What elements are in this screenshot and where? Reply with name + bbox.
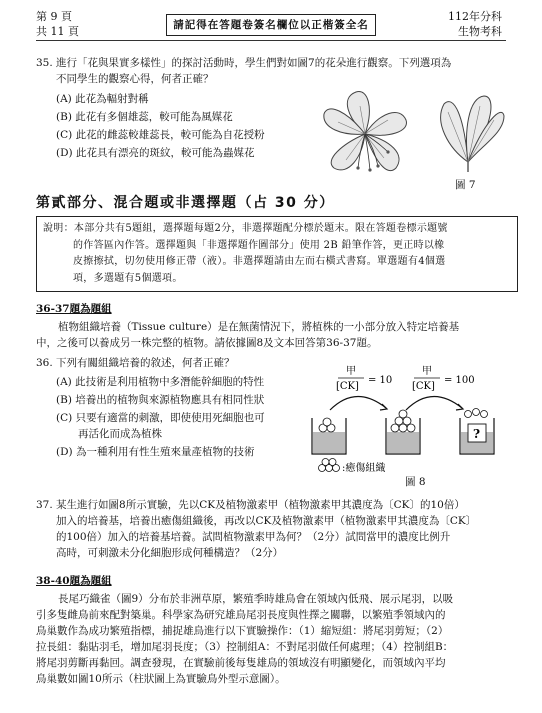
q36-option-d: (D) 為一種利用有性生殖來量產植物的技術 xyxy=(56,446,255,458)
group-38-40-title: 38-40題為題組 xyxy=(36,575,112,587)
fig8-question-mark: ? xyxy=(473,427,481,441)
q36-option-a: (A) 此技術是利用植物中多潛能幹細胞的特性 xyxy=(56,376,265,388)
instruction-line-3: 皮擦擦拭，切勿使用修正帶（液）。非選擇題請由左而右橫式書寫。單選題有4個選 xyxy=(73,256,446,267)
fig8-label2-top: 甲 xyxy=(422,366,432,377)
q35-option-b: (B) 此花有多個雄蕊，較可能為風媒花 xyxy=(56,111,233,123)
section-title: 第貳部分、混合題或非選擇題（占 30 分） xyxy=(36,195,335,211)
callus-beaker-2 xyxy=(391,410,415,432)
q36-option-c-cont: 再活化而成為植株 xyxy=(78,428,162,440)
fig8-arrow-1 xyxy=(330,396,386,410)
q35-stem-line2: 不同學生的觀察心得，何者正確？ xyxy=(56,73,214,85)
q36-option-b: (B) 培養出的植物與來源植物應具有相同性狀 xyxy=(56,394,265,406)
group-38-40-line-3: 鳥巢數作為成功繁殖指標，捕捉雄鳥進行以下實驗操作：（1）縮短組：將尾羽剪短；（2） xyxy=(36,625,449,637)
exam-subject: 生物考科 xyxy=(458,24,502,38)
total-pages: 共 11 頁 xyxy=(36,24,79,38)
q37-line-1: 37. 某生進行如圖8所示實驗，先以CK及植物激素甲（植物激素甲其濃度為〔CK〕的10倍） xyxy=(36,499,465,511)
group-38-40-line-5: 將尾羽剪斷再黏回。調查發現，在實驗前後每隻雄鳥的領域沒有明顯變化，而領域內平均 xyxy=(36,657,446,669)
q37-line-3: 的100倍）加入的培養基培養。試問植物激素甲為何？（2分）試問當甲的濃度比例升 xyxy=(56,531,451,543)
fig8-label1-top: 甲 xyxy=(346,366,356,377)
flower-side-image xyxy=(428,92,508,174)
page-number: 第 9 頁 xyxy=(36,10,72,23)
group-38-40-line-1: 長尾巧織雀（圖9）分布於非洲草原，繁殖季時雄鳥會在領域內低飛、展示尾羽，以吸 xyxy=(58,593,454,605)
group-38-40-line-4: 拉長組：黏貼羽毛，增加尾羽長度；（3）控制組A：不對尾羽做任何處理；（4）控制組B： xyxy=(36,641,454,653)
figure-8-caption: 圖 8 xyxy=(405,476,426,488)
q35-option-d: (D) 此花具有漂亮的斑紋，較可能為蟲媒花 xyxy=(56,147,255,159)
instructions-box xyxy=(36,216,518,292)
callus-beaker-1 xyxy=(319,418,335,432)
fig8-label1-ratio: [CK] xyxy=(336,381,359,392)
fig8-label2-value: = 100 xyxy=(444,375,475,386)
flower-front-image xyxy=(318,88,413,180)
q35-option-c: (C) 此花的雌蕊較雄蕊長，較可能為自花授粉 xyxy=(56,129,265,141)
header-divider xyxy=(36,40,506,41)
q37-line-2: 加入的培養基，培養出癒傷組織後，再改以CK及植物激素甲（植物激素甲其濃度為〔CK〕 xyxy=(56,515,477,527)
page-number-block xyxy=(36,10,79,40)
callus-legend-icon xyxy=(319,459,340,472)
q36-option-c: (C) 只要有適當的刺激，即使使用死細胞也可 xyxy=(56,412,265,424)
group-38-40-line-2: 引多隻雌鳥前來配對築巢。科學家為研究雄鳥尾羽長度與性擇之關聯，以繁殖季領域內的 xyxy=(36,609,446,621)
fig8-arrow-2 xyxy=(406,396,462,410)
q35-stem-line1: 35. 進行「花與果實多樣性」的探討活動時，學生們對如圖7的花朵進行觀察。下列選項為 xyxy=(36,57,452,69)
figure-8-diagram xyxy=(308,362,508,474)
q36-stem: 36. 下列有關組織培養的敘述，何者正確？ xyxy=(36,357,235,369)
instruction-line-2: 的作答區內作答。選擇題與「非選擇題作圖部分」使用 2B 鉛筆作答，更正時以橡 xyxy=(73,239,445,251)
group-36-37-title: 36-37題為題組 xyxy=(36,303,112,315)
group-36-37-intro-2: 中，之後可以養成另一株完整的植物。請依據圖8及文本回答第36-37題。 xyxy=(36,337,378,349)
group-38-40-line-6: 鳥巢數如圖10所示（柱狀圖上為實驗鳥外型示意圖）。 xyxy=(36,673,286,685)
fig8-label1-value: = 10 xyxy=(368,375,393,386)
instruction-line-4: 項，多選題有5個選項。 xyxy=(73,272,183,284)
instruction-line-1: 說明：本部分共有5題組，選擇題每題2分，非選擇題配分標於題末。限在答題卷標示題號 xyxy=(43,223,448,234)
group-36-37-intro-1: 植物組織培養（Tissue culture）是在無菌情況下，將植株的一小部分放入特定培養基 xyxy=(58,321,460,333)
exam-info xyxy=(448,10,502,40)
fig8-legend-label: :癒傷組織 xyxy=(342,463,386,474)
signature-notice: 請記得在答題卷簽名欄位以正楷簽全名 xyxy=(166,14,376,36)
fig8-label2-ratio: [CK] xyxy=(412,381,435,392)
q35-option-a: (A) 此花為輻射對稱 xyxy=(56,93,149,105)
exam-year: 112年分科 xyxy=(448,10,502,23)
q37-line-4: 高時，可刺激未分化細胞形成何種構造？（2分） xyxy=(56,547,284,559)
figure-7-caption: 圖 7 xyxy=(455,179,476,191)
